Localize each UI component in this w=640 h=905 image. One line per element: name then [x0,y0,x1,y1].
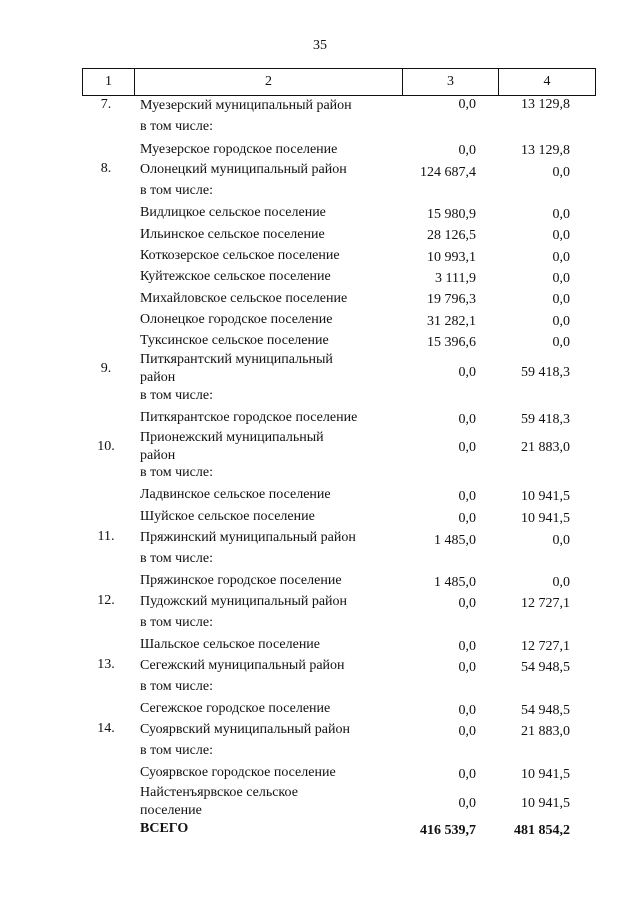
row-name: в том числе: [140,388,213,403]
row-name: Ладвинское сельское поселение [140,487,331,502]
row-name: в том числе: [140,119,213,134]
row-name: в том числе: [140,743,213,758]
row-value-col4: 0,0 [552,575,570,590]
row-number: 9. [100,361,112,376]
row-name: Пряжинское городское поселение [140,573,342,588]
row-value-col3: 0,0 [458,724,476,739]
row-value-col3: 28 126,5 [427,228,476,243]
row-value-col4: 10 941,5 [521,796,570,811]
row-name: Сегежский муниципальный район [140,658,345,673]
row-value-col3: 0,0 [458,440,476,455]
row-value-col3: 0,0 [458,489,476,504]
row-number: 13. [97,657,115,672]
row-name: Муезерский муниципальный район [140,98,352,113]
row-name: в том числе: [140,615,213,630]
row-value-col3: 0,0 [458,365,476,380]
row-name: в том числе: [140,679,213,694]
row-name: Шальское сельское поселение [140,637,321,652]
row-value-col4: 0,0 [552,250,570,265]
row-value-col4: 54 948,5 [521,660,570,675]
row-name: Питкярантский муниципальный район [140,352,333,385]
row-value-col3: 31 282,1 [427,314,476,329]
row-number: 8. [100,161,112,176]
row-name: ВСЕГО [140,821,189,836]
row-value-col3: 0,0 [458,143,476,158]
row-value-col4: 21 883,0 [521,724,570,739]
row-number: 11. [97,529,115,544]
row-value-col3: 0,0 [458,412,476,427]
row-value-col4: 59 418,3 [521,412,570,427]
row-value-col4: 54 948,5 [521,703,570,718]
row-value-col4: 10 941,5 [521,767,570,782]
row-name: Муезерское городское поселение [140,142,338,157]
row-value-col4: 0,0 [552,292,570,307]
row-name: Куйтежское сельское поселение [140,269,331,284]
row-value-col4: 12 727,1 [521,639,570,654]
row-name: Ильинское сельское поселение [140,227,325,242]
row-value-col4: 0,0 [552,228,570,243]
row-value-col4: 0,0 [552,533,570,548]
header-col-1: 1 [83,69,135,95]
row-value-col4: 0,0 [552,165,570,180]
row-value-col4: 0,0 [552,207,570,222]
row-number: 14. [97,721,115,736]
row-value-col3: 0,0 [458,639,476,654]
row-value-col3: 0,0 [458,703,476,718]
row-value-col3: 3 111,9 [435,271,476,286]
row-number: 12. [97,593,115,608]
row-value-col3: 0,0 [458,767,476,782]
row-value-col3: 124 687,4 [420,165,476,180]
row-value-col4: 10 941,5 [521,489,570,504]
row-value-col3: 0,0 [458,511,476,526]
row-name: Найстенъярвское сельское поселение [140,785,298,818]
row-value-col4: 13 129,8 [521,97,570,112]
row-name: в том числе: [140,551,213,566]
page-number: 35 [313,38,327,53]
row-value-col4: 13 129,8 [521,143,570,158]
row-name: Олонецкий муниципальный район [140,162,347,177]
row-value-col4: 0,0 [552,335,570,350]
row-value-col3: 0,0 [458,660,476,675]
row-name: в том числе: [140,465,213,480]
row-name: Суоярвское городское поселение [140,765,336,780]
row-name: Суоярвский муниципальный район [140,722,350,737]
row-value-col3: 19 796,3 [427,292,476,307]
row-value-col3: 10 993,1 [427,250,476,265]
row-value-col4: 0,0 [552,314,570,329]
row-name: Сегежское городское поселение [140,701,331,716]
row-value-col3: 15 980,9 [427,207,476,222]
row-value-col3: 15 396,6 [427,335,476,350]
row-value-col4: 21 883,0 [521,440,570,455]
row-value-col4: 10 941,5 [521,511,570,526]
row-value-col4: 59 418,3 [521,365,570,380]
row-value-col3: 416 539,7 [420,823,476,838]
header-col-3: 3 [403,69,499,95]
row-value-col4: 12 727,1 [521,596,570,611]
row-name: Видлицкое сельское поселение [140,205,326,220]
header-col-4: 4 [543,74,551,89]
row-name: Пряжинский муниципальный район [140,530,356,545]
row-value-col3: 0,0 [458,796,476,811]
row-name: Питкярантское городское поселение [140,410,358,425]
row-number: 10. [97,439,115,454]
row-name: Туксинское сельское поселение [140,333,329,348]
row-name: Прионежский муниципальный район [140,430,324,463]
row-value-col4: 0,0 [552,271,570,286]
row-value-col3: 1 485,0 [434,533,476,548]
row-name: Михайловское сельское поселение [140,291,348,306]
row-name: Шуйское сельское поселение [140,509,315,524]
row-value-col3: 0,0 [458,596,476,611]
row-value-col4: 481 854,2 [514,823,570,838]
row-value-col3: 1 485,0 [434,575,476,590]
row-value-col3: 0,0 [458,97,476,112]
table-header [82,68,596,96]
row-name: в том числе: [140,183,213,198]
row-number: 7. [100,97,112,112]
row-name: Олонецкое городское поселение [140,312,333,327]
row-name: Пудожский муниципальный район [140,594,348,609]
header-col-2: 2 [135,69,403,95]
row-name: Коткозерское сельское поселение [140,248,340,263]
